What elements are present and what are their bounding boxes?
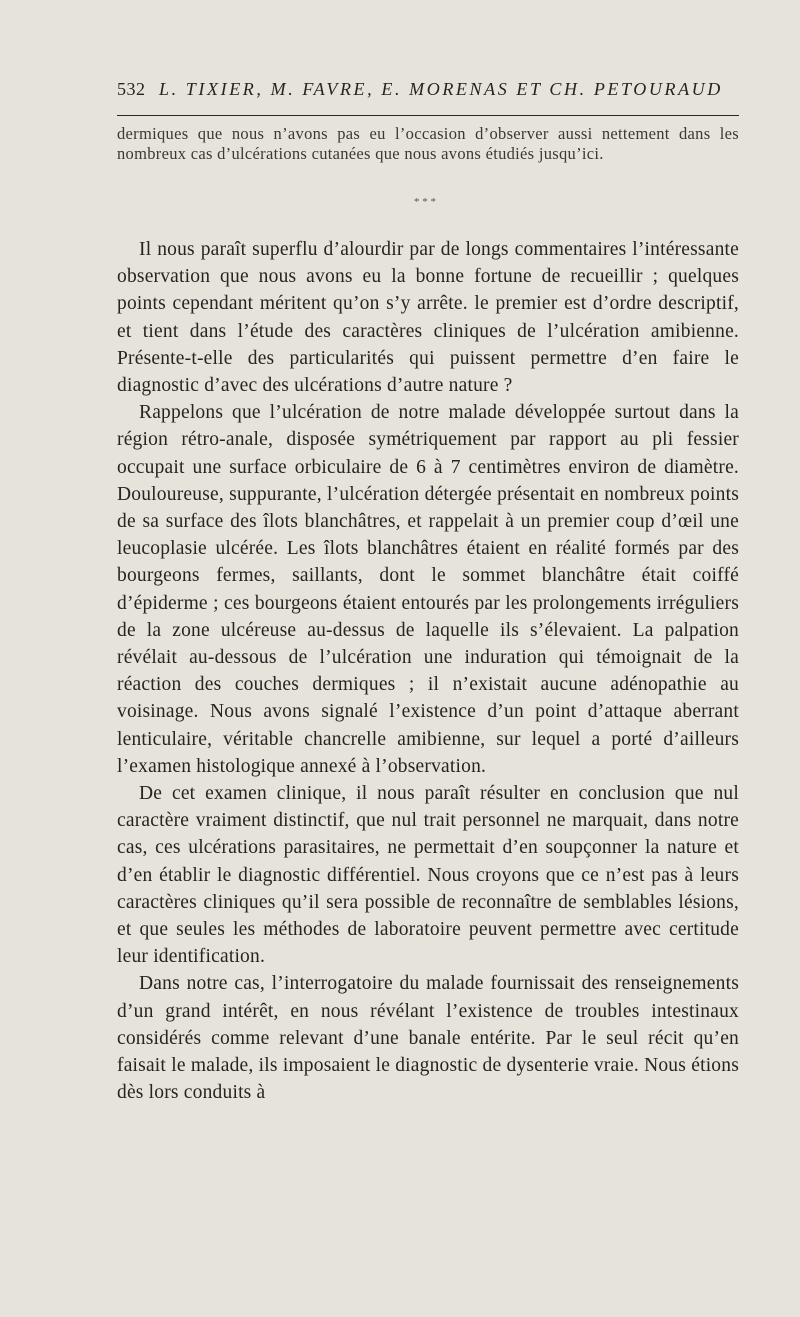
page-number: 532 — [117, 79, 146, 99]
page-header — [117, 79, 739, 109]
paragraph: Il nous paraît superflu d’alourdir par de longs commentaires l’intéressante observation que nous avons eu la bonne fortune de recueillir ; quelques points cependant méritent qu’on s’y arrête. le premier est d’ordre descriptif, et tient dans l’étude des caractères cliniques de l’ulcération amibienne. Présente-t-elle des particularités qui puissent permettre d’en faire le diagnostic d’avec des ulcérations d’autre nature ? — [117, 239, 739, 397]
paragraph: De cet examen clinique, il nous paraît résulter en conclusion que nul caractère vraiment distinctif, que nul trait personnel ne marquait, dans notre cas, ces ulcérations parasitaires, ne permettait d’en soupçonner la nature et d’en établir le diagnostic différentiel. Nous croyons que ce n’est pas à leurs caractères cliniques qu’il sera possible de reconnaître de semblables lésions, et que seules les méthodes de laboratoire peuvent permettre avec certitude leur identification. — [117, 783, 739, 968]
closing-paragraph-previous-section: dermiques que nous n’avons pas eu l’occasion d’observer aussi nettement dans les nombreux cas d’ulcérations cutanées que nous avons étudiés jusqu’ici. — [117, 124, 739, 163]
paragraph: Rappelons que l’ulcération de notre malade développée surtout dans la région rétro-anale, disposée symétriquement par rapport au pli fessier occupait une surface orbiculaire de 6 à 7 centimètres environ de diamètre. Douloureuse, suppurante, l’ulcération détergée présentait en nombreux points de sa surface des îlots blanchâtres, et rappelait à un premier coup d’œil une leucoplasie ulcérée. Les îlots blanchâtres étaient en réalité formés par des bourgeons fermes, saillants, dont le sommet blanchâtre était coiffé d’épiderme ; ces bourgeons étaient entourés par les prolongements irréguliers de la zone ulcéreuse au-dessus de laquelle ils s’élevaient. La palpation révélait au-dessous de l’ulcération une induration qui témoignait de la réaction des couches dermiques ; il n’existait aucune adénopathie au voisinage. Nous avons signalé l’existence d’un point d’attaque aberrant lenticulaire, véritable chancrelle amibienne, sur lequel a porté d’ailleurs l’examen histologique annexé à l’observation. — [117, 402, 739, 777]
header-rule — [117, 115, 739, 116]
paragraph: Dans notre cas, l’interrogatoire du malade fournissait des renseignements d’un grand intérêt, en nous révélant l’existence de troubles intestinaux considérés comme relevant d’une banale entérite. Par le seul récit qu’en faisait le malade, ils imposaient le diagnostic de dysenterie vraie. Nous étions dès lors conduits à — [117, 973, 739, 1104]
running-head: L. TIXIER, M. FAVRE, E. MORENAS ET CH. PETOURAUD — [159, 79, 723, 99]
body-text — [117, 236, 739, 1107]
section-asterism: * * * — [414, 196, 436, 208]
